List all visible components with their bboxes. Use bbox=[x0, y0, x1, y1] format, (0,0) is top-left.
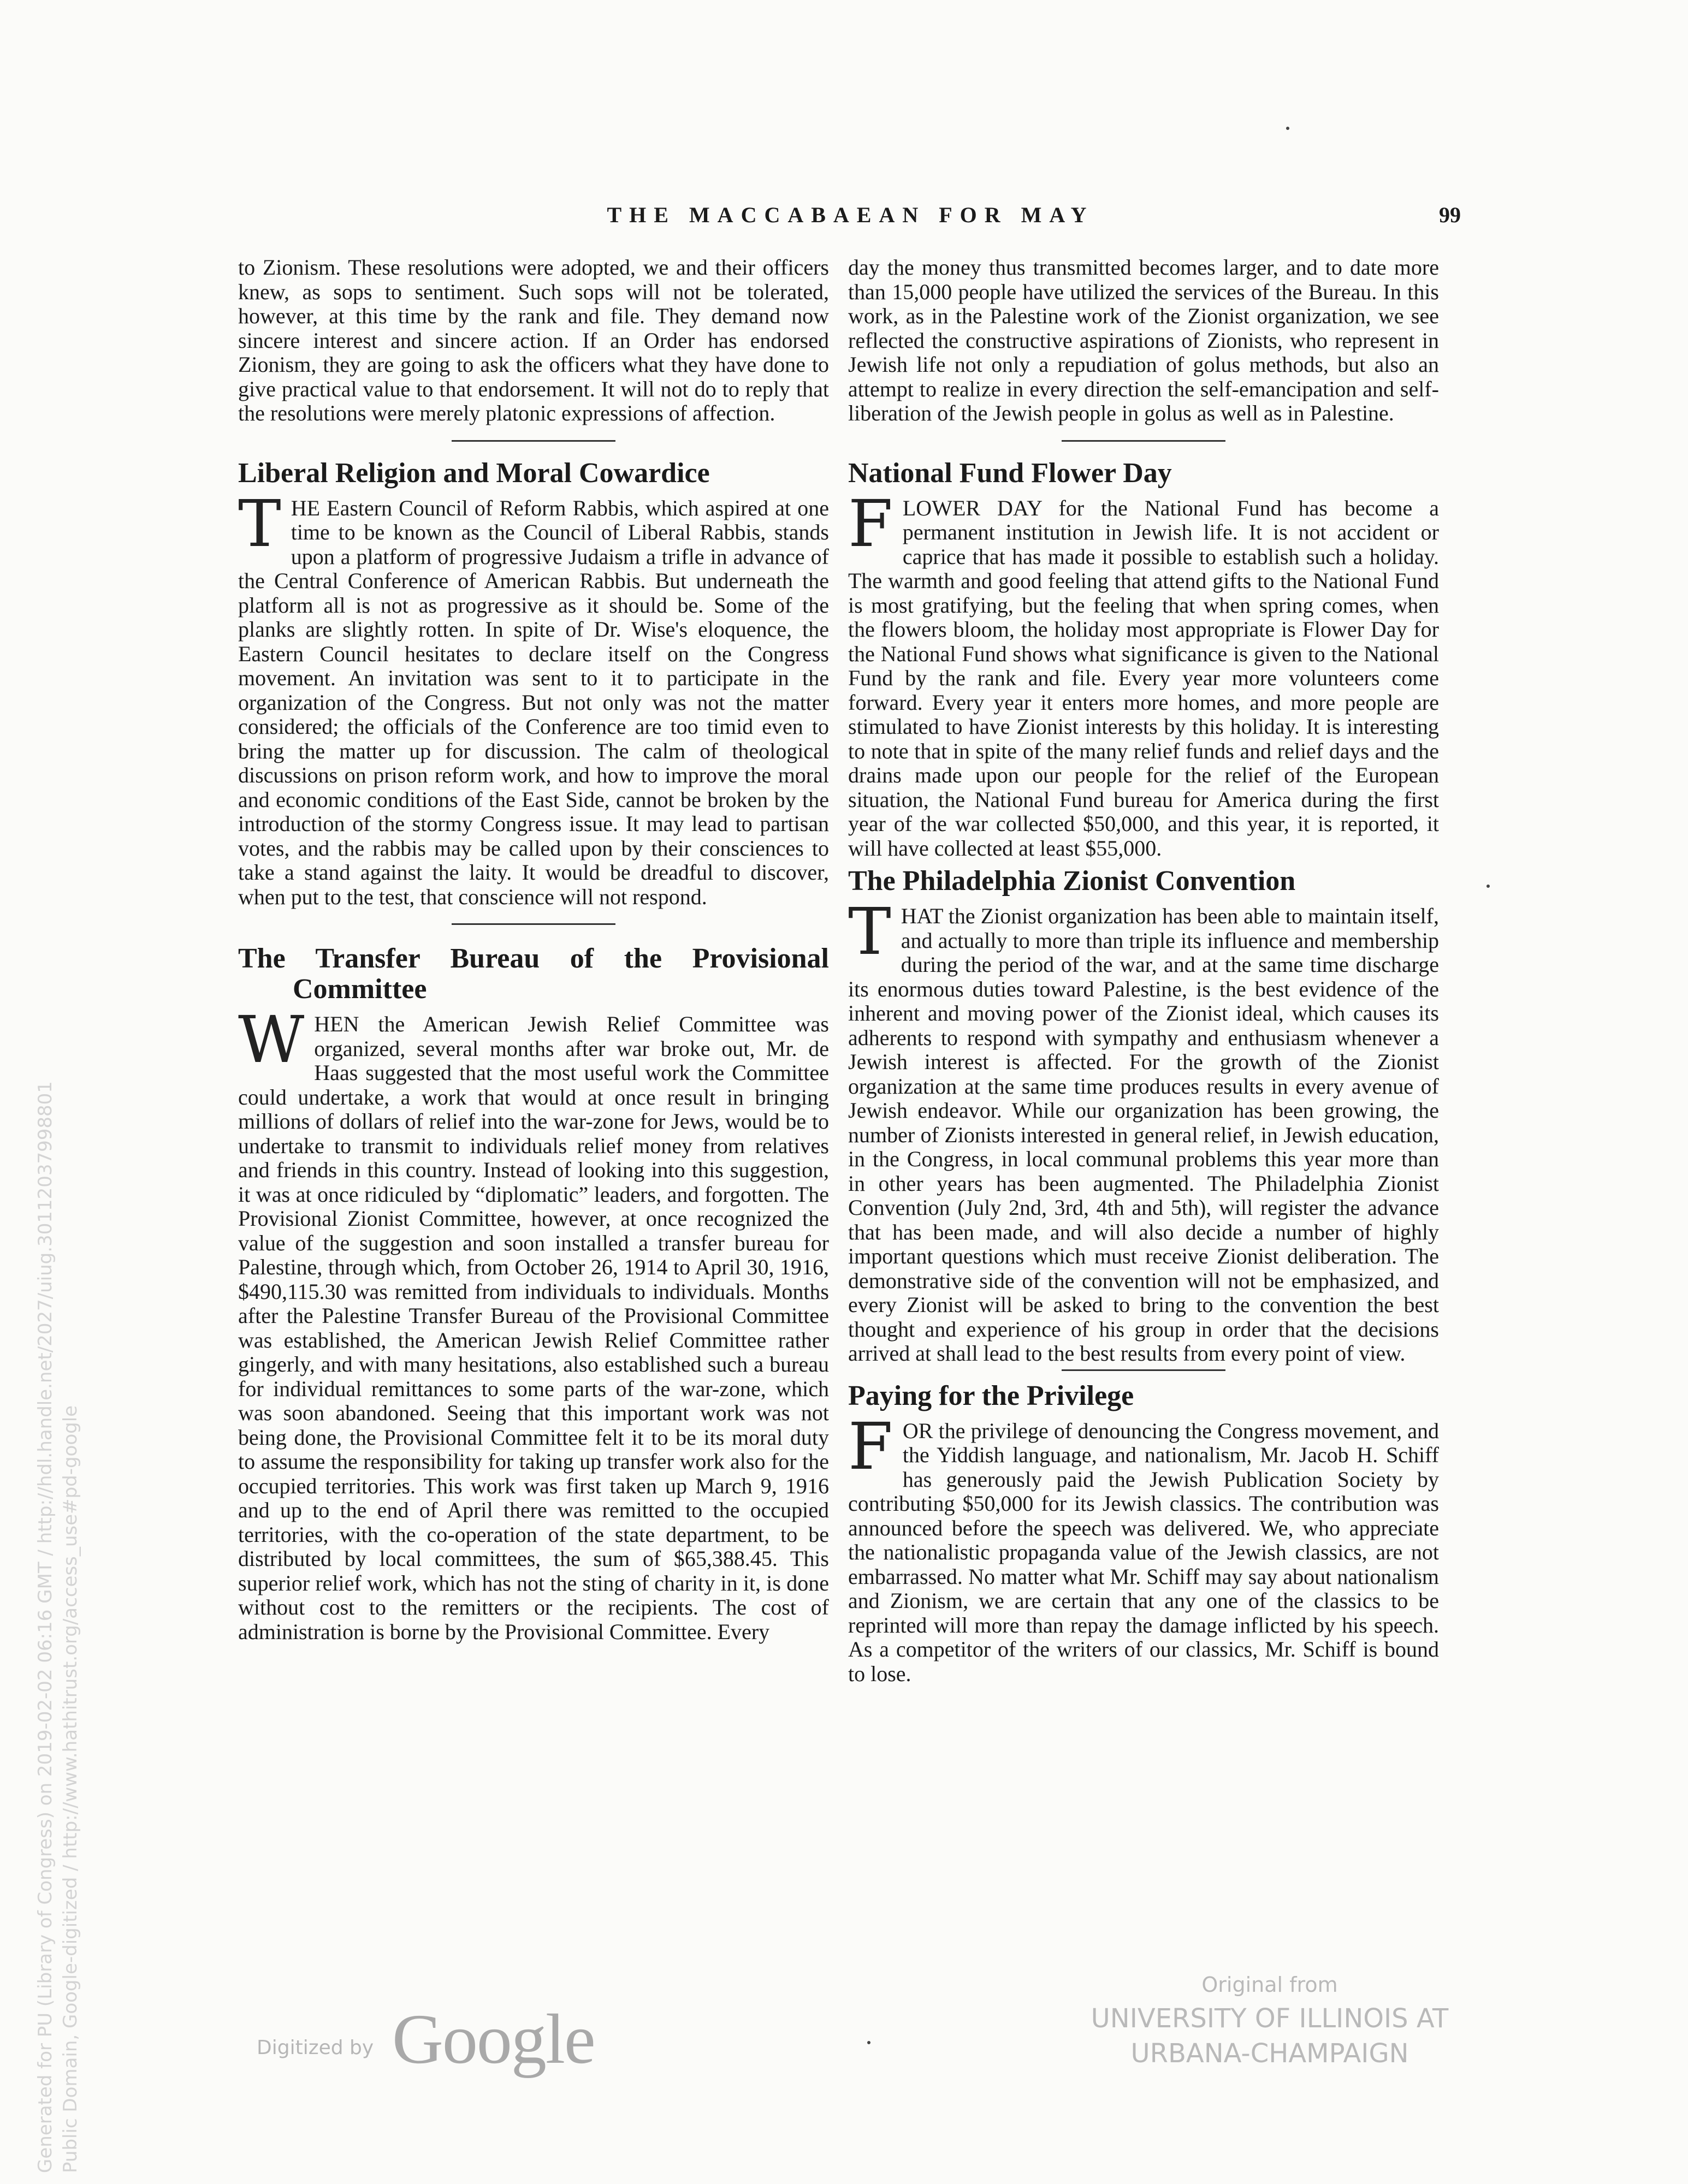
page-number: 99 bbox=[1439, 203, 1461, 227]
article-text: HEN the American Jewish Relief Committee was organized, several months after war broke out, Mr. de Haas suggested that the most useful work the Committee could undertake, a work that would at once result in bringing millions of dollars of relief into the war-zone for Jews, would be to undertake to transmit to individuals relief money from relatives and friends in this country. Instead of looking into this suggestion, it was at once ridiculed by “diplomatic” leaders, and forgotten. The Provisional Zionist Committee, however, at once recognized the value of the suggestion and soon installed a transfer bureau for Palestine, through which, from October 26, 1914 to April 30, 1916, $490,115.30 was remitted from individuals to individuals. Months after the Palestine Transfer Bureau of the Provisional Committee was established, the American Jewish Relief Committee rather gingerly, and with many hesitations, also established such a bureau for individual remittances to some parts of the war-zone, which was soon abandoned. Seeing that this important work was not being done, the Provisional Committee felt it to be its moral duty to assume the responsibility for taking up transfer work also for the occupied territories. This work was first taken up March 9, 1916 and up to the end of April there was remitted to the occupied territories, with the co-operation of the state department, to be distributed by local committees, the sum of $65,388.45. This superior relief work, which has not the sting of charity in it, is done without cost to the remitters or the recipients. The cost of administration is borne by the Provisional Committee. Every bbox=[238, 1012, 829, 1644]
running-title: THE MACCABAEAN FOR MAY bbox=[607, 203, 1094, 227]
section-divider bbox=[1062, 1369, 1225, 1371]
section-divider bbox=[1062, 440, 1225, 442]
watermark-line-2: Public Domain, Google-digitized / http://www.hathitrust.org/access_use#pd-google bbox=[60, 1405, 81, 2173]
article-body-paying-for-privilege bbox=[848, 1408, 1439, 1687]
article-title-transfer-bureau: The Transfer Bureau of the Provisional Committee bbox=[238, 943, 829, 1005]
article-text: LOWER DAY for the National Fund has become a permanent institution in Jewish life. It is not accident or caprice that has made it possible to establish such a holiday. The warmth and good feeling that attend gifts to the National Fund is most gratifying, but the feeling that when spring comes, when the flowers bloom, the holiday most appropriate is Flower Day for the National Fund shows what significance is given to the National Fund by the rank and file. Every year more volunteers come forward. Every year it enters more homes, and more people are stimulated to have Zionist interests by this holiday. It is interesting to note that in spite of the many relief funds and relief days and the drains made upon our people for the relief of the European situation, the National Fund bureau for America during the first year of the war collected $50,000, and this year, it is reported, it will have collected at least $55,000. bbox=[848, 495, 1439, 860]
article-title-philadelphia-convention: The Philadelphia Zionist Convention bbox=[848, 865, 1296, 897]
dropcap: T bbox=[848, 894, 891, 969]
running-head bbox=[240, 202, 1461, 240]
right-intro-paragraph: day the money thus transmitted becomes larger, and to date more than 15,000 people have utilized the services of the Bureau. In this work, as in the Palestine work of the Zionist organization, we see reflected the constructive aspirations of Zionists, who represent in Jewish life not only a repudiation of golus methods, but also an attempt to realize in every direction the self-emancipation and self-liberation of the Jewish people in golus as well as in Palestine. bbox=[848, 255, 1439, 425]
dropcap: F bbox=[848, 1408, 893, 1484]
dropcap: F bbox=[848, 485, 893, 561]
digitized-by-label: Digitized by bbox=[257, 2037, 374, 2059]
article-title-flower-day: National Fund Flower Day bbox=[848, 457, 1172, 489]
speck-mark bbox=[867, 2041, 870, 2044]
institution-line-1: UNIVERSITY OF ILLINOIS AT bbox=[1091, 2003, 1449, 2034]
right-column bbox=[848, 256, 1439, 1686]
original-from-credit bbox=[1065, 1968, 1474, 2071]
dropcap: T bbox=[238, 485, 281, 561]
article-body-transfer-bureau bbox=[238, 1002, 829, 1644]
article-body-philadelphia-convention bbox=[848, 894, 1439, 1366]
article-text: OR the privilege of denouncing the Congress movement, and the Yiddish language, and nationalism, Mr. Jacob H. Schiff has generously paid the Jewish Publication Society by contributing $50,000 for its Jewish classics. The contribution was announced before the speech was delivered. We, who appreciate the nationalistic propaganda value of the Jewish classics, are not embarrassed. No matter what Mr. Schiff may say about nationalism and Zionism, we are certain that any one of the classics to be reprinted will more than repay the damage inflicted by his speech. As a competitor of the writers of our classics, Mr. Schiff is bound to lose. bbox=[848, 1418, 1439, 1686]
hathitrust-watermark bbox=[33, 699, 83, 2173]
watermark-line-1: Generated for PU (Library of Congress) on 2019-02-02 06:16 GMT / http://hdl.handle.net/2027/uiug.30112037998801 bbox=[34, 1081, 56, 2173]
left-column bbox=[238, 256, 829, 1644]
institution-line-2: URBANA-CHAMPAIGN bbox=[1130, 2038, 1409, 2069]
article-text: HAT the Zionist organization has been able to maintain itself, and actually to more than triple its influence and membership during the period of the war, and at the same time discharge its enormous duties toward Palestine, is the best evidence of the inherent and moving power of the Zionist ideal, which causes its adherents to respond with sympathy and enthusiasm whenever a Jewish interest is affected. For the growth of the Zionist organization at the same time produces results in every avenue of Jewish endeavor. While our organization has been growing, the number of Zionists interested in general relief, in Jewish education, in the Congress, in local communal problems this year more than in other years has been augmented. The Philadelphia Zionist Convention (July 2nd, 3rd, 4th and 5th), will register the advance that has been made, and will also decide a number of highly important questions which must receive Zionist deliberation. The demonstrative side of the convention will not be emphasized, and every Zionist will be asked to bring to the convention the best thought and experience of his group in order that the decisions arrived at shall lead to the best results from every point of view. bbox=[848, 904, 1439, 1366]
section-divider bbox=[452, 923, 615, 925]
digitized-by-google bbox=[257, 1998, 595, 2086]
speck-mark bbox=[1286, 127, 1289, 130]
article-body-liberal-religion bbox=[238, 485, 829, 910]
left-intro-paragraph: to Zionism. These resolutions were adopted, we and their officers knew, as sops to sentiment. Such sops will not be tolerated, however, at this time by the rank and file. They demand now sincere interest and sincere action. If an Order has endorsed Zionism, they are going to ask the officers what they have done to give practical value to that endorsement. It will not do to reply that the resolutions were merely platonic expressions of affection. bbox=[238, 255, 829, 425]
section-divider bbox=[452, 440, 615, 442]
article-text: HE Eastern Council of Reform Rabbis, which aspired at one time to be known as the Council of Liberal Rabbis, stands upon a platform of progressive Judaism a trifle in advance of the Central Conference of American Rabbis. But underneath the platform all is not as progressive as it should be. Some of the planks are slightly rotten. In spite of Dr. Wise's eloquence, the Eastern Council hesitates to declare itself on the Congress movement. An invitation was sent to it to participate in the organization of the Congress. But not only was not the matter considered; the officials of the Conference are too timid even to bring the matter up for discussion. The calm of theological discussions on prison reform work, and how to improve the moral and economic conditions of the East Side, cannot be broken by the introduction of the stormy Congress issue. It may lead to partisan votes, and the rabbis may be called upon by their consciences to take a stand against the laity. It would be dreadful to discover, when put to the test, that conscience will not respond. bbox=[238, 495, 829, 909]
dropcap: W bbox=[238, 1002, 305, 1077]
google-logo: Google bbox=[392, 2000, 595, 2079]
article-title-liberal-religion: Liberal Religion and Moral Cowardice bbox=[238, 457, 710, 489]
speck-mark bbox=[1486, 885, 1490, 888]
article-body-flower-day bbox=[848, 485, 1439, 861]
original-from-label: Original from bbox=[1201, 1973, 1338, 1997]
article-title-paying-for-privilege: Paying for the Privilege bbox=[848, 1380, 1134, 1411]
